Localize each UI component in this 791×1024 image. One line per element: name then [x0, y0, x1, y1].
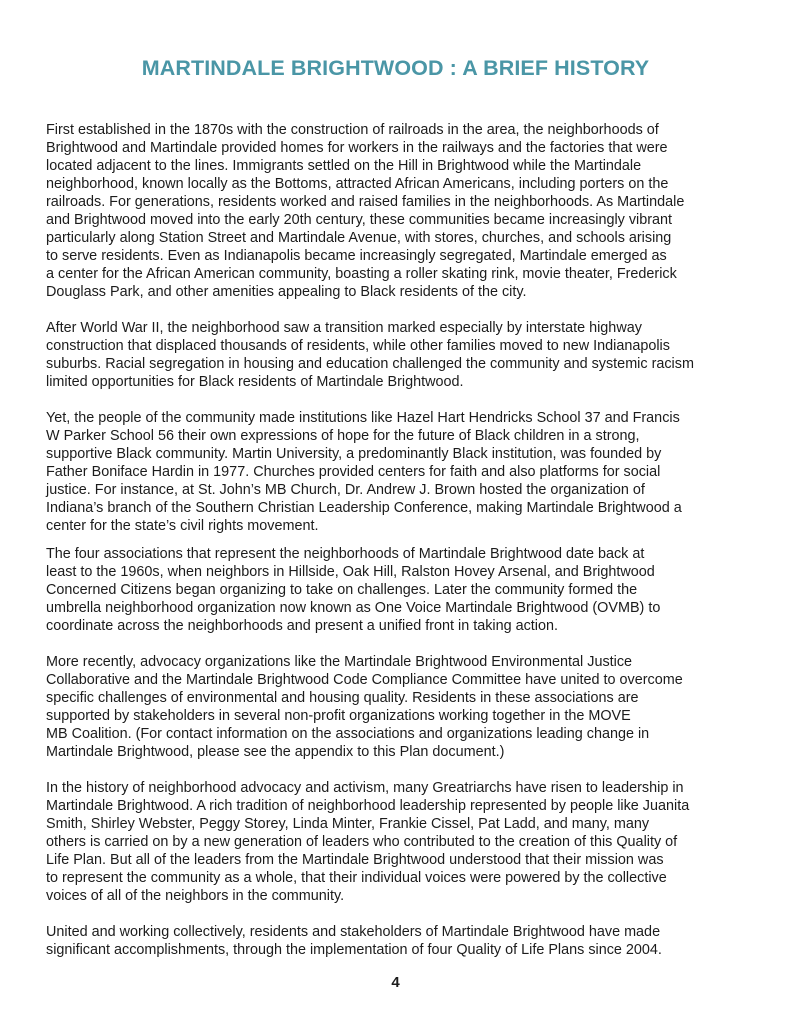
paragraph-advocacy: More recently, advocacy organizations like the Martindale Brightwood Environmental Justice Collaborative and the Martindale Brightwood Code Compliance Committee have united to overcome specific challenges of environmental and housing quality. Residents in these associations are supported by stakeholders in several non-profit organizations working together in the MOVE MB Coalition. (For contact information on the associations and organizations leading change in Martindale Brightwood, please see the appendix to this Plan document.) — [46, 654, 683, 760]
paragraph-history-origins: First established in the 1870s with the construction of railroads in the area, the neighborhoods of Brightwood and Martindale provided homes for workers in the railways and the factories that were located adjacent to the lines. Immigrants settled on the Hill in Brightwood while the Martindale neighborhood, known locally as the Bottoms, attracted African Americans, including porters on the railroads. For generations, residents worked and raised families in the neighborhoods. As Martindale and Brightwood moved into the early 20th century, these communities became increasingly vibrant particularly along Station Street and Martindale Avenue, with stores, churches, and schools arising to serve residents. Even as Indianapolis became increasingly segregated, Martindale emerged as a center for the African American community, boasting a roller skating rink, movie theater, Frederick Douglass Park, and other amenities appealing to Black residents of the city. — [46, 122, 685, 300]
paragraph-associations: The four associations that represent the neighborhoods of Martindale Brightwood date back at least to the 1960s, when neighbors in Hillside, Oak Hill, Ralston Hovey Arsenal, and Brightwood Concerned Citizens began organizing to take on challenges. Later the community formed the umbrella neighborhood organization now known as One Voice Martindale Brightwood (OVMB) to coordinate across the neighborhoods and present a unified front in taking action. — [46, 546, 661, 634]
paragraph-institutions: Yet, the people of the community made institutions like Hazel Hart Hendricks School 37 and Francis W Parker School 56 their own expressions of hope for the future of Black children in a strong, supportive Black community. Martin University, a predominantly Black institution, was founded by Father Boniface Hardin in 1977. Churches provided centers for faith and also platforms for social justice. For instance, at St. John’s MB Church, Dr. Andrew J. Brown hosted the organization of Indiana’s branch of the Southern Christian Leadership Conference, making Martindale Brightwood a center for the state’s civil rights movement. — [46, 410, 682, 534]
paragraph-leadership: In the history of neighborhood advocacy and activism, many Greatriarchs have risen to leadership in Martindale Brightwood. A rich tradition of neighborhood leadership represented by people like Juanita Smith, Shirley Webster, Peggy Storey, Linda Minter, Frankie Cissel, Pat Ladd, and many, many others is carried on by a new generation of leaders who contributed to the creation of this Quality of Life Plan. But all of the leaders from the Martindale Brightwood understood that their mission was to represent the community as a whole, that their individual voices were powered by the collective voices of all of the neighbors in the community. — [46, 780, 690, 904]
paragraph-accomplishments: United and working collectively, residents and stakeholders of Martindale Brightwood have made significant accomplishments, through the implementation of four Quality of Life Plans since 2004. — [46, 924, 662, 958]
page-number: 4 — [391, 974, 400, 991]
document-body — [46, 121, 748, 959]
paragraph-post-war: After World War II, the neighborhood saw a transition marked especially by interstate highway construction that displaced thousands of residents, while other families moved to new Indianapolis suburbs. Racial segregation in housing and education challenged the community and systemic racism limited opportunities for Black residents of Martindale Brightwood. — [46, 320, 694, 390]
page-title: MARTINDALE BRIGHTWOOD : A BRIEF HISTORY — [141, 56, 650, 80]
